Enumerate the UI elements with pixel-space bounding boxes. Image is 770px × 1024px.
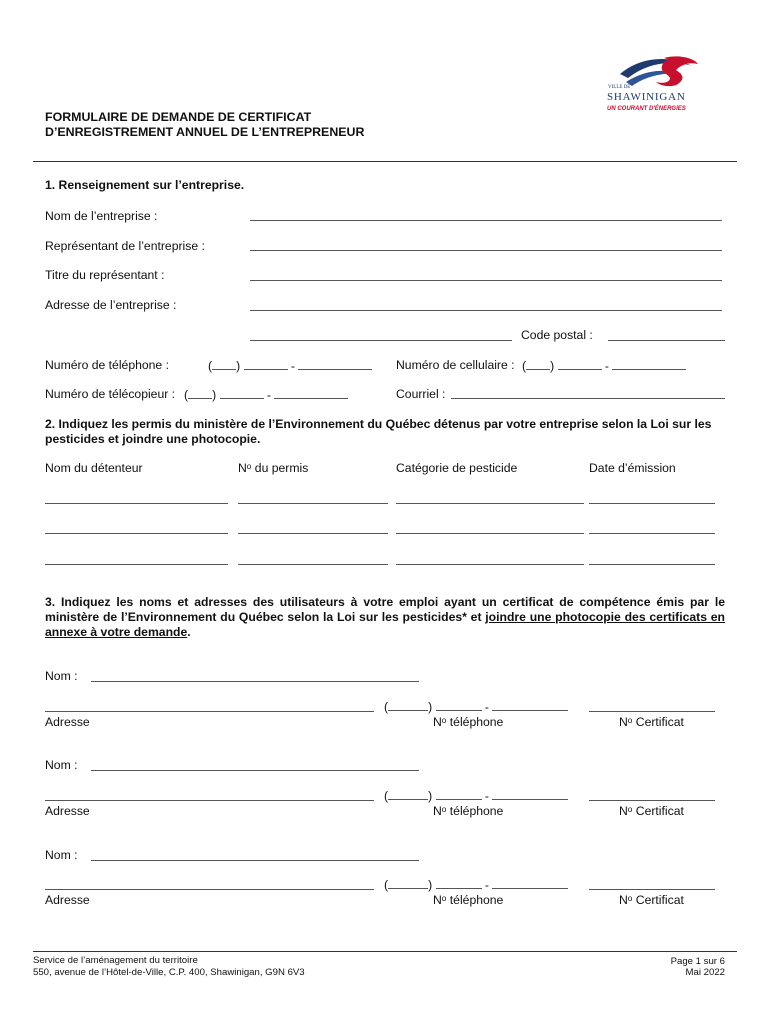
label-code-postal: Code postal : — [521, 328, 593, 342]
footer-service: Service de l’aménagement du territoire — [33, 955, 198, 966]
col-categorie: Catégorie de pesticide — [396, 461, 518, 475]
logo-ville-de: VILLE DE — [608, 85, 631, 90]
employee2-certificat-label: Nᵒ Certificat — [619, 804, 684, 818]
section3-heading-end: . — [187, 625, 191, 639]
employee3-telephone-field[interactable]: ( ) - — [384, 877, 568, 892]
section3-heading-underlined: joindre une photocopie des certificats en annexe à votre demande — [45, 610, 725, 639]
footer-date: Mai 2022 — [685, 967, 725, 978]
field-cellulaire[interactable]: ( ) - — [522, 358, 686, 373]
employee1-telephone-label: Nᵒ téléphone — [433, 715, 504, 729]
form-title-line1: FORMULAIRE DE DEMANDE DE CERTIFICAT — [45, 110, 312, 124]
permit-row2-nom[interactable] — [45, 533, 228, 534]
logo-tagline: UN COURANT D'ÉNERGIES — [607, 106, 686, 112]
section3-heading-text: 3. Indiquez les noms et adresses des utilisateurs à votre emploi ayant un certificat de compétence émis par le ministère de l’Environnement du Québec selon la Loi sur les pesticides* et — [45, 595, 725, 624]
col-no-permis: Nᵒ du permis — [238, 461, 309, 475]
field-telecopieur[interactable]: ( ) - — [184, 387, 348, 402]
permit-row1-categorie[interactable] — [396, 503, 584, 504]
permit-row1-permis[interactable] — [238, 503, 388, 504]
employee2-telephone-label: Nᵒ téléphone — [433, 804, 504, 818]
footer-page-number: Page 1 sur 6 — [670, 956, 725, 967]
employee3-nom-label: Nom : — [45, 848, 78, 862]
field-courriel[interactable] — [451, 398, 725, 399]
col-date-emission: Date d’émission — [589, 461, 676, 475]
logo-name: SHAWINIGAN — [607, 91, 686, 103]
permit-row2-categorie[interactable] — [396, 533, 584, 534]
employee2-adresse-label: Adresse — [45, 804, 90, 818]
label-titre: Titre du représentant : — [45, 268, 165, 282]
employee1-adresse-field[interactable] — [45, 711, 374, 712]
shawinigan-logo — [598, 44, 710, 120]
employee2-nom-label: Nom : — [45, 758, 78, 772]
label-courriel: Courriel : — [396, 387, 446, 401]
employee3-adresse-field[interactable] — [45, 889, 374, 890]
header-divider — [33, 161, 737, 162]
employee2-certificat-field[interactable] — [589, 800, 715, 801]
section1-heading: 1. Renseignement sur l’entreprise. — [45, 178, 245, 192]
permit-row3-categorie[interactable] — [396, 564, 584, 565]
field-code-postal[interactable] — [608, 340, 725, 341]
label-telecopieur: Numéro de télécopieur : — [45, 387, 176, 401]
permit-row3-date[interactable] — [589, 564, 715, 565]
label-representant: Représentant de l’entreprise : — [45, 239, 205, 253]
employee2-telephone-field[interactable]: ( ) - — [384, 788, 568, 803]
permit-row2-date[interactable] — [589, 533, 715, 534]
section2-heading: 2. Indiquez les permis du ministère de l’Environnement du Québec détenus par votre entreprise selon la Loi sur les pesticides et joindre une photocopie. — [45, 417, 712, 446]
employee1-nom-label: Nom : — [45, 669, 78, 683]
employee1-certificat-label: Nᵒ Certificat — [619, 715, 684, 729]
employee1-nom-field[interactable] — [91, 681, 419, 682]
permit-row3-nom[interactable] — [45, 564, 228, 565]
employee3-telephone-label: Nᵒ téléphone — [433, 893, 504, 907]
label-cellulaire: Numéro de cellulaire : — [396, 358, 515, 372]
label-nom-entreprise: Nom de l’entreprise : — [45, 209, 158, 223]
field-nom-entreprise[interactable] — [250, 220, 722, 221]
permit-row1-nom[interactable] — [45, 503, 228, 504]
employee1-telephone-field[interactable]: ( ) - — [384, 699, 568, 714]
label-adresse-entreprise: Adresse de l’entreprise : — [45, 298, 177, 312]
permit-row3-permis[interactable] — [238, 564, 388, 565]
employee1-certificat-field[interactable] — [589, 711, 715, 712]
section3-heading — [45, 595, 725, 640]
footer-address: 550, avenue de l’Hôtel-de-Ville, C.P. 400, Shawinigan, G9N 6V3 — [33, 967, 305, 978]
employee3-certificat-label: Nᵒ Certificat — [619, 893, 684, 907]
field-adresse-ligne1[interactable] — [250, 310, 722, 311]
label-telephone: Numéro de téléphone : — [45, 358, 169, 372]
employee3-nom-field[interactable] — [91, 860, 419, 861]
footer-divider — [33, 951, 737, 952]
employee3-adresse-label: Adresse — [45, 893, 90, 907]
employee1-adresse-label: Adresse — [45, 715, 90, 729]
permit-row2-permis[interactable] — [238, 533, 388, 534]
permit-row1-date[interactable] — [589, 503, 715, 504]
field-adresse-ligne2[interactable] — [250, 340, 512, 341]
employee3-certificat-field[interactable] — [589, 889, 715, 890]
col-nom-detenteur: Nom du détenteur — [45, 461, 143, 475]
field-representant[interactable] — [250, 250, 722, 251]
employee2-nom-field[interactable] — [91, 770, 419, 771]
field-titre[interactable] — [250, 280, 722, 281]
field-telephone[interactable]: ( ) - — [208, 358, 372, 373]
employee2-adresse-field[interactable] — [45, 800, 374, 801]
form-title-line2: D’ENREGISTREMENT ANNUEL DE L’ENTREPRENEUR — [45, 125, 365, 139]
